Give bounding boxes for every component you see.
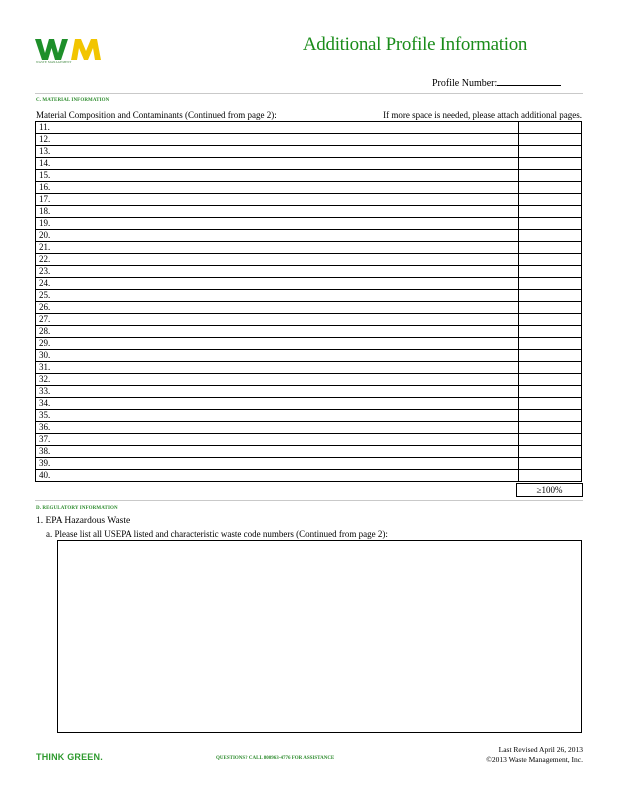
table-row bbox=[36, 242, 582, 254]
percent-entry-cell[interactable] bbox=[519, 386, 582, 398]
table-row bbox=[36, 470, 582, 482]
logo-m-shape bbox=[71, 39, 101, 60]
page-title: Additional Profile Information bbox=[302, 34, 528, 55]
percent-entry-cell[interactable] bbox=[519, 206, 582, 218]
table-row bbox=[36, 302, 582, 314]
percent-entry-cell[interactable] bbox=[519, 278, 582, 290]
table-row bbox=[36, 266, 582, 278]
table-row bbox=[36, 146, 582, 158]
table-row bbox=[36, 386, 582, 398]
material-entry-cell[interactable]: 28. bbox=[36, 326, 519, 338]
material-entry-cell[interactable]: 13. bbox=[36, 146, 519, 158]
material-entry-cell[interactable]: 25. bbox=[36, 290, 519, 302]
table-row bbox=[36, 434, 582, 446]
table-row bbox=[36, 446, 582, 458]
table-row bbox=[36, 458, 582, 470]
material-entry-cell[interactable]: 17. bbox=[36, 194, 519, 206]
material-composition-table bbox=[35, 121, 582, 482]
table-row bbox=[36, 410, 582, 422]
percent-entry-cell[interactable] bbox=[519, 182, 582, 194]
table-row bbox=[36, 206, 582, 218]
material-entry-cell[interactable]: 39. bbox=[36, 458, 519, 470]
logo-caption: WASTE MANAGEMENT bbox=[36, 60, 72, 64]
table-row bbox=[36, 362, 582, 374]
questions-contact: QUESTIONS? CALL 800963-4776 FOR ASSISTANCE bbox=[216, 756, 335, 761]
percent-entry-cell[interactable] bbox=[519, 470, 582, 482]
percent-entry-cell[interactable] bbox=[519, 266, 582, 278]
percent-entry-cell[interactable] bbox=[519, 434, 582, 446]
material-entry-cell[interactable]: 32. bbox=[36, 374, 519, 386]
material-entry-cell[interactable]: 30. bbox=[36, 350, 519, 362]
percent-entry-cell[interactable] bbox=[519, 146, 582, 158]
table-row bbox=[36, 338, 582, 350]
material-entry-cell[interactable]: 20. bbox=[36, 230, 519, 242]
section-divider bbox=[35, 93, 583, 94]
logo-w-shape bbox=[35, 39, 68, 60]
percent-entry-cell[interactable] bbox=[519, 290, 582, 302]
percent-entry-cell[interactable] bbox=[519, 458, 582, 470]
table-row bbox=[36, 218, 582, 230]
table-row bbox=[36, 314, 582, 326]
total-percent-box: ≥100% bbox=[516, 483, 583, 497]
material-entry-cell[interactable]: 27. bbox=[36, 314, 519, 326]
percent-entry-cell[interactable] bbox=[519, 446, 582, 458]
material-entry-cell[interactable]: 40. bbox=[36, 470, 519, 482]
attach-pages-note: If more space is needed, please attach additional pages. bbox=[383, 110, 582, 120]
percent-entry-cell[interactable] bbox=[519, 422, 582, 434]
section-c-heading: C. MATERIAL INFORMATION bbox=[36, 98, 110, 103]
last-revised: Last Revised April 26, 2013 bbox=[498, 745, 583, 754]
percent-entry-cell[interactable] bbox=[519, 242, 582, 254]
material-entry-cell[interactable]: 33. bbox=[36, 386, 519, 398]
table-row bbox=[36, 374, 582, 386]
percent-entry-cell[interactable] bbox=[519, 218, 582, 230]
table-row bbox=[36, 350, 582, 362]
percent-entry-cell[interactable] bbox=[519, 170, 582, 182]
table-row bbox=[36, 326, 582, 338]
material-entry-cell[interactable]: 18. bbox=[36, 206, 519, 218]
table-row bbox=[36, 254, 582, 266]
material-entry-cell[interactable]: 23. bbox=[36, 266, 519, 278]
table-row bbox=[36, 134, 582, 146]
material-entry-cell[interactable]: 29. bbox=[36, 338, 519, 350]
think-green-slogan: THINK GREEN. bbox=[36, 752, 103, 762]
percent-entry-cell[interactable] bbox=[519, 338, 582, 350]
table-row bbox=[36, 398, 582, 410]
section-d-heading: D. REGULATORY INFORMATION bbox=[36, 506, 118, 511]
material-entry-cell[interactable]: 37. bbox=[36, 434, 519, 446]
table-row bbox=[36, 230, 582, 242]
percent-entry-cell[interactable] bbox=[519, 230, 582, 242]
material-entry-cell[interactable]: 19. bbox=[36, 218, 519, 230]
material-entry-cell[interactable]: 36. bbox=[36, 422, 519, 434]
material-entry-cell[interactable]: 15. bbox=[36, 170, 519, 182]
percent-entry-cell[interactable] bbox=[519, 194, 582, 206]
table-row bbox=[36, 158, 582, 170]
table-row bbox=[36, 122, 582, 134]
material-entry-cell[interactable]: 35. bbox=[36, 410, 519, 422]
table-row bbox=[36, 290, 582, 302]
material-entry-cell[interactable]: 21. bbox=[36, 242, 519, 254]
waste-code-instruction: a. Please list all USEPA listed and characteristic waste code numbers (Continued from page 2): bbox=[46, 529, 388, 539]
profile-number-field bbox=[432, 76, 561, 89]
percent-entry-cell[interactable] bbox=[519, 134, 582, 146]
table-row bbox=[36, 170, 582, 182]
percent-entry-cell[interactable] bbox=[519, 158, 582, 170]
material-entry-cell[interactable]: 24. bbox=[36, 278, 519, 290]
copyright: ©2013 Waste Management, Inc. bbox=[486, 755, 583, 764]
material-entry-cell[interactable]: 16. bbox=[36, 182, 519, 194]
material-entry-cell[interactable]: 11. bbox=[36, 122, 519, 134]
material-caption: Material Composition and Contaminants (Continued from page 2): bbox=[36, 110, 277, 120]
table-row bbox=[36, 278, 582, 290]
section-divider bbox=[35, 500, 583, 501]
table-row bbox=[36, 182, 582, 194]
percent-entry-cell[interactable] bbox=[519, 254, 582, 266]
percent-entry-cell[interactable] bbox=[519, 302, 582, 314]
material-entry-cell[interactable]: 31. bbox=[36, 362, 519, 374]
percent-entry-cell[interactable] bbox=[519, 350, 582, 362]
material-entry-cell[interactable]: 38. bbox=[36, 446, 519, 458]
table-row bbox=[36, 194, 582, 206]
percent-entry-cell[interactable] bbox=[519, 326, 582, 338]
material-entry-cell[interactable]: 26. bbox=[36, 302, 519, 314]
material-entry-cell[interactable]: 22. bbox=[36, 254, 519, 266]
revision-info bbox=[486, 745, 583, 765]
epa-hazardous-waste-label: 1. EPA Hazardous Waste bbox=[36, 516, 131, 526]
percent-entry-cell[interactable] bbox=[519, 122, 582, 134]
profile-number-input[interactable] bbox=[497, 76, 561, 86]
percent-entry-cell[interactable] bbox=[519, 374, 582, 386]
percent-entry-cell[interactable] bbox=[519, 410, 582, 422]
percent-entry-cell[interactable] bbox=[519, 398, 582, 410]
material-entry-cell[interactable]: 12. bbox=[36, 134, 519, 146]
material-entry-cell[interactable]: 34. bbox=[36, 398, 519, 410]
material-entry-cell[interactable]: 14. bbox=[36, 158, 519, 170]
waste-code-entry-box[interactable] bbox=[57, 540, 582, 733]
table-row bbox=[36, 422, 582, 434]
profile-number-label: Profile Number: bbox=[432, 78, 498, 89]
percent-entry-cell[interactable] bbox=[519, 314, 582, 326]
percent-entry-cell[interactable] bbox=[519, 362, 582, 374]
